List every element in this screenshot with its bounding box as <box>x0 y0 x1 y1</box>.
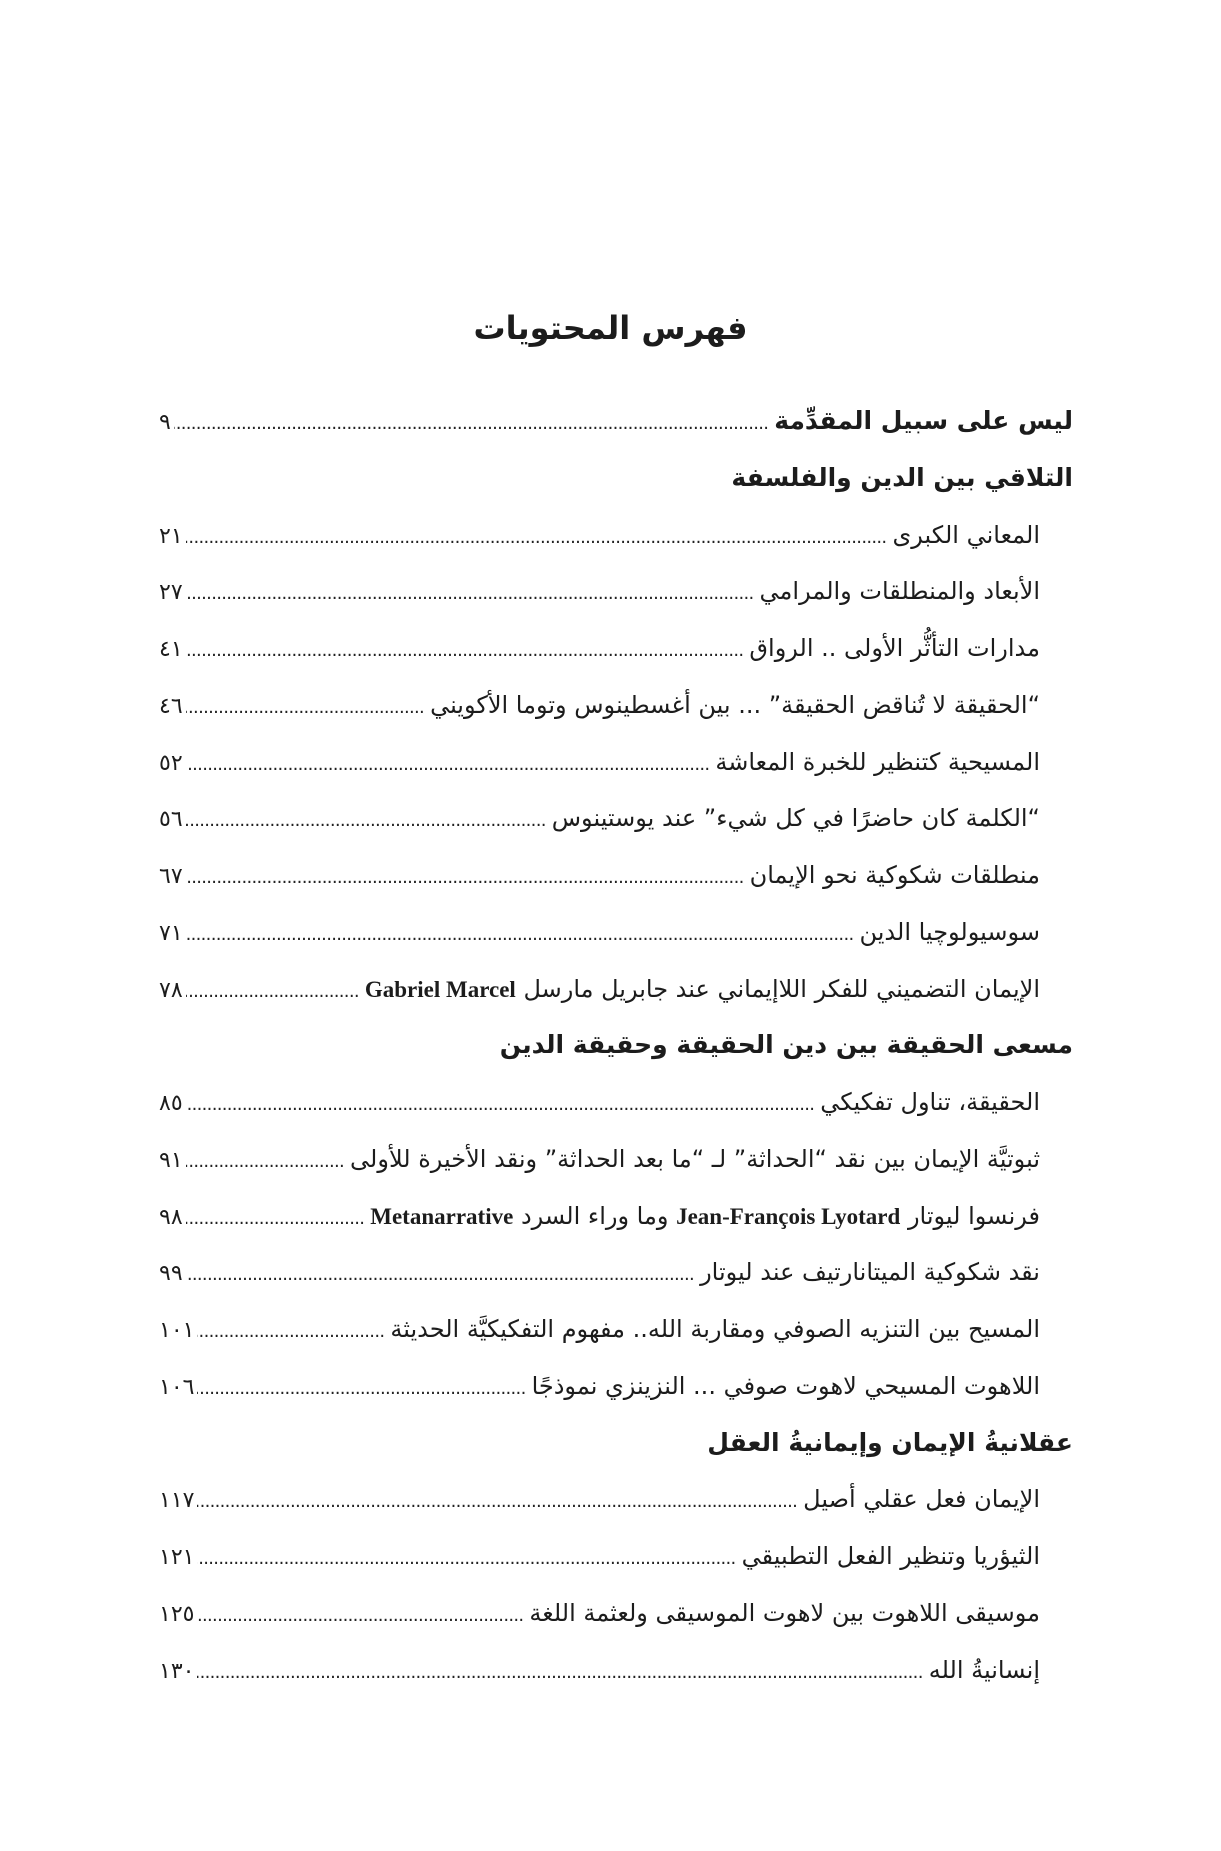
toc-entry-page-number: ٧٨ <box>159 977 183 1003</box>
toc-entry-title-latin-part: Gabriel Marcel <box>364 976 516 1002</box>
toc-entry-title: الأبعاد والمنطلقات والمرامي <box>759 577 1040 606</box>
table-of-contents <box>159 393 1073 1698</box>
toc-entry-intro <box>159 393 1073 450</box>
toc-entry-title: ليس على سبيل المقدِّمة <box>774 406 1073 435</box>
toc-entry-page-number: ١٠٦ <box>159 1374 195 1400</box>
toc-entry-title: سوسيولوچيا الدين <box>859 917 1040 946</box>
toc-entry <box>159 1528 1073 1585</box>
toc-entry-page-number: ٩٩ <box>159 1261 183 1287</box>
toc-entry-title: مدارات التأثُّر الأولى .. الرواق <box>749 634 1040 662</box>
toc-entry-page-number: ٧١ <box>159 920 183 946</box>
toc-entry <box>159 1131 1073 1188</box>
toc-entry-title-arabic-part: وما وراء السرد <box>520 1201 669 1230</box>
toc-section-heading <box>159 1415 1073 1472</box>
toc-entry-title: “الكلمة كان حاضرًا في كل شيء” عند يوستينوس <box>551 804 1040 833</box>
dot-leader <box>197 1531 735 1588</box>
toc-entry <box>159 1585 1073 1642</box>
dot-leader <box>174 396 768 453</box>
toc-entry-title: المسيح بين التنزيه الصوفي ومقاربة الله.. مفهوم التفكيكيَّة الحديثة <box>390 1315 1040 1343</box>
dot-leader <box>186 737 710 794</box>
toc-entry <box>159 1471 1073 1528</box>
toc-entry-title: المعاني الكبرى <box>892 520 1040 549</box>
toc-entry <box>159 1244 1073 1301</box>
toc-entry-page-number: ١٠١ <box>159 1318 195 1343</box>
toc-entry-title <box>370 1188 1040 1246</box>
toc-entry-page-number: ٤٦ <box>159 693 183 719</box>
toc-entry-title: موسيقى اللاهوت بين لاهوت الموسيقى ولعثمة اللغة <box>529 1598 1040 1627</box>
toc-section-title: التلاقي بين الدين والفلسفة <box>731 462 1073 492</box>
toc-entry-title: اللاهوت المسيحي لاهوت صوفي ... النزينزي نموذجًا <box>531 1371 1040 1400</box>
toc-entry-title: المسيحية كتنظير للخبرة المعاشة <box>715 747 1040 776</box>
toc-entry <box>159 620 1073 677</box>
dot-leader <box>186 850 744 907</box>
toc-entry-page-number: ١٢٥ <box>159 1601 195 1627</box>
toc-entry-title: إنسانيةُ الله <box>928 1655 1040 1684</box>
toc-entry-title: ثبوتيَّة الإيمان بين نقد “الحداثة” لـ “ما بعد الحداثة” ونقد الأخيرة للأولى <box>350 1144 1040 1173</box>
dot-leader <box>197 1361 525 1418</box>
toc-entry-page-number: ١٣٠ <box>159 1658 195 1684</box>
toc-entry-page-number: ١٢١ <box>159 1545 195 1570</box>
toc-entry-page-number: ٥٢ <box>159 750 183 776</box>
dot-leader <box>186 793 546 850</box>
toc-section-heading <box>159 1017 1073 1074</box>
toc-entry-title: “الحقيقة لا تُناقض الحقيقة” ... بين أغسطينوس وتوما الأكويني <box>430 690 1040 719</box>
toc-entry <box>159 904 1073 961</box>
dot-leader <box>186 907 854 964</box>
toc-entry <box>159 1358 1073 1415</box>
toc-entry-page-number: ٢١ <box>159 523 183 549</box>
toc-entry-page-number: ١١٧ <box>159 1488 195 1514</box>
toc-section-title: مسعى الحقيقة بين دين الحقيقة وحقيقة الدين <box>499 1030 1073 1060</box>
toc-entry-page-number: ٢٧ <box>159 580 183 606</box>
toc-entry-title: الثيؤريا وتنظير الفعل التطبيقي <box>741 1542 1040 1570</box>
toc-entry-title: نقد شكوكية الميتانارتيف عند ليوتار <box>700 1258 1040 1287</box>
toc-entry-title: الإيمان فعل عقلي أصيل <box>803 1485 1040 1514</box>
dot-leader <box>197 1474 797 1531</box>
dot-leader <box>197 1588 523 1645</box>
toc-entry-page-number: ٥٦ <box>159 807 183 833</box>
toc-section-title: عقلانيةُ الإيمان وإيمانيةُ العقل <box>707 1427 1073 1457</box>
dot-leader <box>186 1077 815 1134</box>
toc-entry-title-latin-part: Metanarrative <box>370 1203 514 1229</box>
dot-leader <box>186 1191 365 1248</box>
toc-entry-title-latin-part: Jean-François Lyotard <box>676 1203 901 1229</box>
toc-entry <box>159 1188 1073 1245</box>
toc-entry <box>159 1642 1073 1699</box>
toc-entry-title: الحقيقة، تناول تفكيكي <box>820 1088 1040 1116</box>
toc-entry-title-arabic-part: الإيمان التضميني للفكر اللاإيماني عند جابريل مارسل <box>523 974 1040 1003</box>
toc-entry <box>159 961 1073 1018</box>
dot-leader <box>197 1304 384 1361</box>
toc-entry-page-number: ٩٨ <box>159 1204 183 1230</box>
page-title: فهرس المحتويات <box>473 309 748 347</box>
toc-entry <box>159 1074 1073 1131</box>
toc-entry-page-number: ٤١ <box>159 637 183 662</box>
toc-entry-title <box>365 961 1040 1019</box>
toc-entry <box>159 677 1073 734</box>
dot-leader <box>186 510 887 567</box>
toc-entry-title: منطلقات شكوكية نحو الإيمان <box>749 861 1040 889</box>
dot-leader <box>197 1645 922 1702</box>
dot-leader <box>186 680 424 737</box>
dot-leader <box>186 1134 344 1191</box>
toc-entry <box>159 563 1073 620</box>
toc-entry-page-number: ٦٧ <box>159 864 183 889</box>
toc-section-heading <box>159 450 1073 507</box>
toc-entry <box>159 734 1073 791</box>
toc-entry <box>159 507 1073 564</box>
dot-leader <box>186 1247 694 1304</box>
toc-entry <box>159 790 1073 847</box>
toc-entry <box>159 1301 1073 1358</box>
toc-entry <box>159 847 1073 904</box>
dot-leader <box>186 566 754 623</box>
dot-leader <box>186 964 359 1021</box>
toc-entry-page-number: ٩١ <box>159 1147 183 1173</box>
dot-leader <box>186 623 744 680</box>
toc-entry-page-number: ٩ <box>159 410 171 435</box>
toc-entry-page-number: ٨٥ <box>159 1091 183 1116</box>
toc-entry-title-arabic-part: فرنسوا ليوتار <box>907 1201 1040 1230</box>
